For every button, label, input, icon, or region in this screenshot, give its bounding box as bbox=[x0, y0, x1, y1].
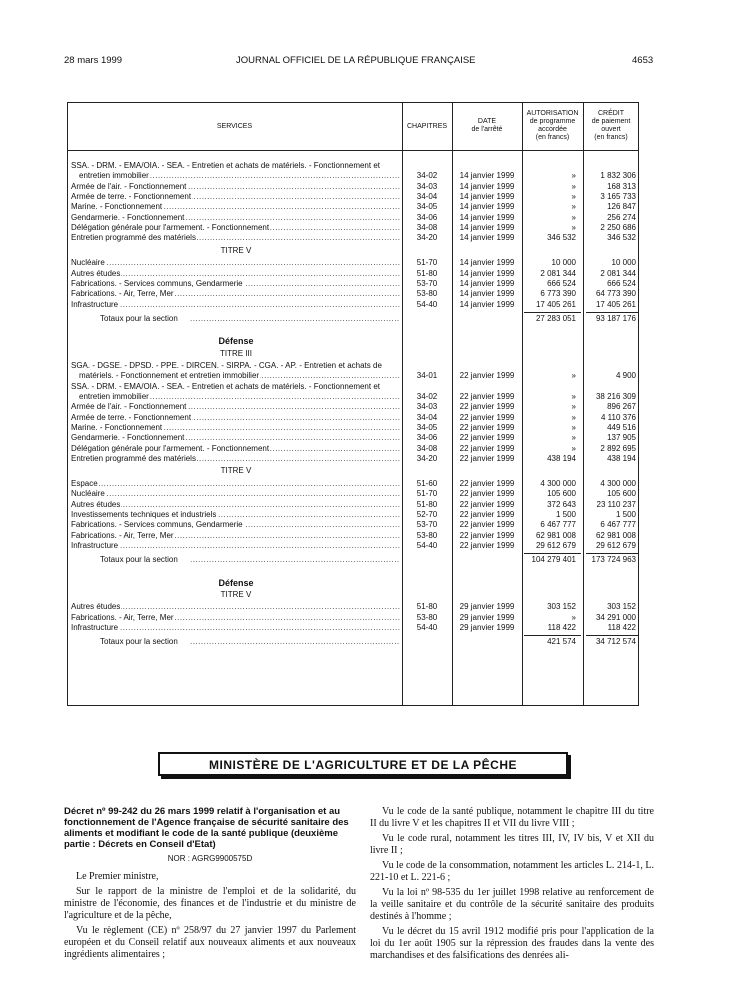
chapitre-cell: 34-08 bbox=[416, 223, 438, 233]
section-title-row bbox=[0, 349, 731, 359]
date-cell: 22 janvier 1999 bbox=[459, 371, 515, 381]
ministry-title: MINISTÈRE DE L'AGRICULTURE ET DE LA PÊCHE bbox=[208, 758, 518, 772]
date-cell: 29 janvier 1999 bbox=[459, 612, 515, 622]
date-cell: 14 janvier 1999 bbox=[459, 223, 515, 233]
decree-paragraph: Vu le code de la santé publique, notamment le chapitre III du titre II du livre V et les chapitres II et VII du livre VIII ; bbox=[370, 806, 654, 829]
table-row bbox=[0, 182, 731, 192]
service-text: Infrastructure bbox=[71, 623, 119, 632]
decree-paragraph: Sur le rapport de la ministre de l'emploi et de la solidarité, du ministre de l'économie, des finances et de l'industrie et du ministre de l'agriculture et de la pêche, bbox=[64, 886, 356, 921]
chapitre-cell: 34-04 bbox=[416, 412, 438, 422]
autorisation-value: 105 600 bbox=[547, 489, 576, 499]
credit-value: 38 216 309 bbox=[595, 392, 636, 401]
decree-paragraph: Vu le code rural, notamment les titres III, IV, IV bis, V et XII du livre II ; bbox=[370, 833, 654, 856]
service-text: Fabrications. - Services communs, Gendarmerie bbox=[71, 520, 243, 530]
col-header-date bbox=[452, 118, 522, 134]
autorisation-value: 303 152 bbox=[547, 602, 576, 612]
credit-value: 6 467 777 bbox=[600, 520, 636, 530]
autorisation-value: » bbox=[571, 443, 576, 453]
chapitre-cell: 34-04 bbox=[416, 192, 438, 202]
date-cell: 29 janvier 1999 bbox=[459, 623, 515, 632]
date-cell: 22 janvier 1999 bbox=[459, 392, 515, 401]
credit-value: 449 516 bbox=[607, 423, 636, 433]
credit-value: 3 165 733 bbox=[600, 192, 636, 202]
date-cell: 14 janvier 1999 bbox=[459, 171, 515, 181]
section-title-row bbox=[0, 466, 731, 476]
table-row bbox=[0, 392, 731, 402]
table-row bbox=[0, 382, 731, 392]
table-row bbox=[0, 613, 731, 623]
service-text: entretien immobilier bbox=[79, 392, 149, 401]
table-row bbox=[0, 479, 731, 489]
service-label bbox=[71, 258, 401, 268]
credit-value: 4 300 000 bbox=[600, 478, 636, 488]
service-text: Infrastructure bbox=[71, 540, 119, 550]
col-header-credit-line: (en francs) bbox=[594, 134, 628, 141]
total-label: Totaux pour la section bbox=[100, 637, 178, 647]
table-row bbox=[0, 423, 731, 433]
section-title: TITRE III bbox=[220, 348, 252, 358]
credit-value: 64 773 390 bbox=[595, 289, 636, 299]
autorisation-value: 666 524 bbox=[547, 278, 576, 288]
service-label bbox=[71, 161, 401, 171]
decree-title: Décret nº 99-242 du 26 mars 1999 relatif à l'organisation et au fonctionnement de l'Agence française de sécurité sanitaire des aliments et modifiant le code de la santé publique (deuxième partie : Décrets en Conseil d'Etat) bbox=[64, 806, 349, 850]
table-row bbox=[0, 520, 731, 530]
total-label: Totaux pour la section bbox=[100, 313, 178, 323]
total-row bbox=[0, 314, 731, 324]
credit-value: 4 110 376 bbox=[601, 412, 636, 422]
service-label bbox=[71, 413, 401, 423]
autorisation-value: » bbox=[571, 223, 576, 233]
service-text: Autres études bbox=[71, 602, 121, 612]
total-rule bbox=[524, 312, 581, 313]
service-label bbox=[71, 289, 401, 299]
service-text: SSA. - DRM. - EMA/OIA. - SEA. - Entretien et achats de matériels. - Fonctionnement et bbox=[71, 381, 380, 391]
credit-value: 438 194 bbox=[607, 454, 636, 464]
autorisation-value: » bbox=[571, 212, 576, 222]
credit-value: 4 900 bbox=[615, 371, 636, 381]
chapitre-cell: 34-20 bbox=[416, 233, 438, 243]
decree-paragraph: Vu le code de la consommation, notamment les articles L. 214-1, L. 221-10 et L. 221-6 ; bbox=[370, 860, 654, 883]
table-row bbox=[0, 402, 731, 412]
chapitre-cell: 34-01 bbox=[416, 371, 438, 381]
col-header-credit-line: de paiement bbox=[591, 118, 631, 125]
credit-value: 34 291 000 bbox=[595, 612, 636, 622]
service-text: Gendarmerie. - Fonctionnement bbox=[71, 433, 185, 443]
chapitre-cell: 34-02 bbox=[416, 171, 438, 181]
autorisation-value: 27 283 051 bbox=[535, 313, 576, 323]
autorisation-value: » bbox=[571, 612, 576, 622]
service-label bbox=[71, 279, 401, 289]
table-row bbox=[0, 161, 731, 171]
table-row bbox=[0, 444, 731, 454]
service-label bbox=[71, 520, 401, 530]
credit-value: 2 081 344 bbox=[600, 268, 636, 278]
chapitre-cell: 52-70 bbox=[416, 509, 438, 519]
service-text: Armée de terre. - Fonctionnement bbox=[71, 412, 192, 422]
credit-value: 896 267 bbox=[607, 402, 636, 412]
table-row bbox=[0, 602, 731, 612]
credit-value: 137 905 bbox=[607, 433, 636, 443]
total-rule bbox=[586, 635, 638, 636]
decree-left-column bbox=[64, 806, 356, 964]
service-text: SSA. - DRM. - EMA/OIA. - SEA. - Entretien et achats de matériels. - Fonctionnement et bbox=[71, 161, 380, 170]
autorisation-value: 438 194 bbox=[547, 454, 576, 464]
table-row bbox=[0, 454, 731, 464]
autorisation-value: 6 467 777 bbox=[540, 520, 576, 530]
chapitre-cell: 53-80 bbox=[416, 289, 438, 299]
date-cell: 22 janvier 1999 bbox=[459, 402, 515, 412]
chapitre-cell: 51-80 bbox=[416, 268, 438, 278]
chapitre-cell: 53-70 bbox=[416, 520, 438, 530]
service-text: matériels. - Fonctionnement et entretien immobilier bbox=[79, 371, 260, 381]
chapitre-cell: 34-06 bbox=[416, 433, 438, 443]
table-row bbox=[0, 371, 731, 381]
service-text: Fabrications. - Air, Terre, Mer bbox=[71, 530, 174, 540]
service-label bbox=[71, 613, 401, 623]
chapitre-cell: 53-70 bbox=[416, 278, 438, 288]
autorisation-value: 1 500 bbox=[555, 509, 576, 519]
service-text: Autres études bbox=[71, 268, 121, 278]
table-row bbox=[0, 213, 731, 223]
date-cell: 14 janvier 1999 bbox=[459, 299, 515, 309]
chapitre-cell: 34-05 bbox=[416, 202, 438, 212]
table-row bbox=[0, 171, 731, 181]
autorisation-value: 2 081 344 bbox=[540, 268, 576, 278]
autorisation-value: » bbox=[571, 371, 576, 381]
chapitre-cell: 34-06 bbox=[416, 212, 438, 222]
table-row bbox=[0, 192, 731, 202]
credit-value: 23 110 237 bbox=[596, 499, 636, 509]
service-label bbox=[71, 192, 401, 202]
service-label bbox=[71, 531, 401, 541]
service-label bbox=[71, 202, 401, 212]
service-text: Marine. - Fonctionnement bbox=[71, 202, 163, 212]
service-label bbox=[71, 541, 401, 551]
table-row bbox=[0, 300, 731, 310]
table-row bbox=[0, 289, 731, 299]
chapitre-cell: 34-08 bbox=[416, 443, 438, 453]
service-label bbox=[71, 510, 401, 520]
date-cell: 14 janvier 1999 bbox=[459, 278, 515, 288]
chapitre-cell: 53-80 bbox=[416, 612, 438, 622]
service-text: Fabrications. - Air, Terre, Mer bbox=[71, 612, 174, 622]
credit-value: 346 532 bbox=[607, 233, 636, 243]
total-row bbox=[0, 555, 731, 565]
autorisation-value: » bbox=[571, 392, 576, 401]
decree-paragraph: Vu le règlement (CE) nº 258/97 du 27 janvier 1997 du Parlement européen et du Conseil relatif aux nouveaux aliments et aux nouveaux ingrédients alimentaires ; bbox=[64, 925, 356, 960]
date-cell: 14 janvier 1999 bbox=[459, 212, 515, 222]
service-label bbox=[71, 223, 401, 233]
service-text: Armée de l'air. - Fonctionnement bbox=[71, 402, 187, 412]
service-label bbox=[79, 171, 401, 181]
section-title: TITRE V bbox=[220, 245, 252, 255]
autorisation-value: » bbox=[571, 423, 576, 433]
autorisation-value: 421 574 bbox=[547, 637, 576, 647]
autorisation-value: 17 405 261 bbox=[535, 299, 576, 309]
service-label bbox=[71, 213, 401, 223]
service-text: SGA. - DGSE. - DPSD. - PPE. - DIRCEN. - SIRPA. - CGA. - AP. - Entretien et achats de bbox=[71, 360, 382, 370]
credit-value: 173 724 963 bbox=[591, 555, 636, 565]
autorisation-value: » bbox=[571, 412, 576, 422]
service-label bbox=[71, 623, 401, 633]
autorisation-value: 104 279 401 bbox=[531, 555, 576, 565]
date-cell: 22 janvier 1999 bbox=[459, 423, 515, 433]
credit-value: 126 847 bbox=[607, 202, 636, 212]
section-heading-row bbox=[0, 336, 731, 346]
credit-value: 1 832 306 bbox=[600, 171, 636, 181]
date-cell: 29 janvier 1999 bbox=[459, 602, 515, 612]
credit-value: 17 405 261 bbox=[595, 299, 636, 309]
date-cell: 22 janvier 1999 bbox=[459, 443, 515, 453]
table-row bbox=[0, 269, 731, 279]
autorisation-value: » bbox=[571, 433, 576, 443]
service-label bbox=[71, 423, 401, 433]
total-rule bbox=[524, 553, 581, 554]
credit-value: 666 524 bbox=[607, 278, 636, 288]
total-label: Totaux pour la section bbox=[100, 555, 178, 565]
service-text: Délégation générale pour l'armement. - Fonctionnement bbox=[71, 223, 270, 233]
chapitre-cell: 34-20 bbox=[416, 454, 438, 464]
service-label bbox=[71, 500, 401, 510]
credit-value: 62 981 008 bbox=[595, 530, 636, 540]
credit-value: 93 187 176 bbox=[595, 313, 636, 323]
chapitre-cell: 51-70 bbox=[416, 258, 438, 268]
decree-paragraph: Vu le décret du 15 avril 1912 modifié pris pour l'application de la loi du 1er août 1905 sur la répression des fraudes dans la vente des marchandises et des falsifications des denrées ali- bbox=[370, 926, 654, 961]
autorisation-value: 10 000 bbox=[551, 258, 576, 268]
chapitre-cell: 51-80 bbox=[416, 602, 438, 612]
chapitre-cell: 53-80 bbox=[416, 530, 438, 540]
chapitre-cell: 54-40 bbox=[416, 540, 438, 550]
col-header-autorisation-line: AUTORISATION bbox=[526, 110, 579, 117]
date-cell: 14 janvier 1999 bbox=[459, 268, 515, 278]
credit-value: 105 600 bbox=[607, 489, 636, 499]
credit-value: 10 000 bbox=[611, 258, 636, 268]
autorisation-value: » bbox=[571, 192, 576, 202]
chapitre-cell: 34-05 bbox=[416, 423, 438, 433]
section-title-row bbox=[0, 246, 731, 256]
date-cell: 22 janvier 1999 bbox=[459, 454, 515, 464]
date-cell: 22 janvier 1999 bbox=[459, 412, 515, 422]
section-title: TITRE V bbox=[220, 589, 252, 599]
autorisation-value: 62 981 008 bbox=[535, 530, 576, 540]
service-label bbox=[71, 233, 401, 243]
date-cell: 14 janvier 1999 bbox=[459, 258, 515, 268]
autorisation-value: 6 773 390 bbox=[540, 289, 576, 299]
date-cell: 14 janvier 1999 bbox=[459, 233, 515, 243]
service-label bbox=[71, 602, 401, 612]
table-row bbox=[0, 361, 731, 371]
service-text: Nucléaire bbox=[71, 258, 105, 268]
service-text: entretien immobilier bbox=[79, 171, 149, 181]
credit-value: 2 892 695 bbox=[600, 443, 636, 453]
decree-paragraph: Vu la loi nº 98-535 du 1er juillet 1998 relative au renforcement de la veille sanitaire et du contrôle de la sécurité sanitaire des produits destinés à l'homme ; bbox=[370, 887, 654, 922]
date-cell: 22 janvier 1999 bbox=[459, 489, 515, 499]
service-label bbox=[71, 479, 401, 489]
col-header-services: SERVICES bbox=[216, 123, 253, 130]
chapitre-cell: 54-40 bbox=[416, 299, 438, 309]
service-text: Entretien programmé des matériels bbox=[71, 233, 196, 243]
date-cell: 22 janvier 1999 bbox=[459, 530, 515, 540]
service-label bbox=[71, 182, 401, 192]
table-row bbox=[0, 223, 731, 233]
date-cell: 14 janvier 1999 bbox=[459, 192, 515, 202]
total-rule bbox=[586, 553, 638, 554]
header-journal: JOURNAL OFFICIEL DE LA RÉPUBLIQUE FRANÇAISE bbox=[236, 55, 476, 66]
table-row bbox=[0, 623, 731, 633]
table-row bbox=[0, 433, 731, 443]
col-header-autorisation-line: de programme bbox=[529, 118, 576, 125]
col-header-autorisation-line: accordée bbox=[538, 126, 567, 133]
service-text: Marine. - Fonctionnement bbox=[71, 423, 163, 433]
date-cell: 14 janvier 1999 bbox=[459, 289, 515, 299]
ministry-banner bbox=[158, 752, 568, 776]
service-label bbox=[71, 433, 401, 443]
date-cell: 14 janvier 1999 bbox=[459, 181, 515, 191]
date-cell: 14 janvier 1999 bbox=[459, 202, 515, 212]
credit-value: 2 250 686 bbox=[600, 223, 636, 233]
date-cell: 22 janvier 1999 bbox=[459, 433, 515, 443]
decree-right-column bbox=[370, 806, 654, 965]
col-header-chapitres: CHAPITRES bbox=[406, 123, 448, 130]
total-rule bbox=[524, 635, 581, 636]
autorisation-value: 29 612 679 bbox=[535, 540, 576, 550]
credit-value: 256 274 bbox=[607, 212, 636, 222]
autorisation-value: » bbox=[571, 402, 576, 412]
service-text: Armée de l'air. - Fonctionnement bbox=[71, 181, 187, 191]
service-label bbox=[71, 489, 401, 499]
credit-value: 29 612 679 bbox=[595, 540, 636, 550]
autorisation-value: 118 422 bbox=[547, 623, 576, 632]
table-row bbox=[0, 541, 731, 551]
section-heading-row bbox=[0, 578, 731, 588]
decree-paragraph: Le Premier ministre, bbox=[76, 871, 159, 882]
table-row bbox=[0, 233, 731, 243]
service-text: Délégation générale pour l'armement. - Fonctionnement bbox=[71, 443, 270, 453]
table-row bbox=[0, 510, 731, 520]
credit-value: 34 712 574 bbox=[595, 637, 636, 647]
service-label bbox=[71, 269, 401, 279]
service-text: Fabrications. - Services communs, Gendarmerie bbox=[71, 278, 243, 288]
total-row bbox=[0, 637, 731, 647]
service-text: Fabrications. - Air, Terre, Mer bbox=[71, 289, 174, 299]
service-label bbox=[71, 454, 401, 464]
col-header-autorisation bbox=[522, 110, 583, 142]
table-row bbox=[0, 531, 731, 541]
service-label bbox=[79, 392, 401, 402]
credit-value: 1 500 bbox=[615, 509, 636, 519]
service-label bbox=[71, 361, 401, 371]
service-label bbox=[71, 382, 401, 392]
header-page-number: 4653 bbox=[632, 55, 654, 66]
chapitre-cell: 51-80 bbox=[416, 499, 438, 509]
table-row bbox=[0, 500, 731, 510]
chapitre-cell: 51-70 bbox=[416, 489, 438, 499]
section-title: TITRE V bbox=[220, 466, 252, 476]
service-text: Autres études bbox=[71, 499, 121, 509]
service-text: Investissements techniques et industriels bbox=[71, 509, 217, 519]
table-row bbox=[0, 489, 731, 499]
autorisation-value: 346 532 bbox=[547, 233, 576, 243]
decree-nor: NOR : AGRG9900575D bbox=[167, 854, 253, 863]
autorisation-value: » bbox=[571, 171, 576, 181]
chapitre-cell: 34-03 bbox=[416, 181, 438, 191]
service-text: Espace bbox=[71, 478, 98, 488]
service-label bbox=[71, 444, 401, 454]
autorisation-value: 4 300 000 bbox=[540, 478, 576, 488]
date-cell: 22 janvier 1999 bbox=[459, 540, 515, 550]
service-label bbox=[79, 371, 401, 381]
col-header-credit-line: ouvert bbox=[601, 126, 621, 133]
col-header-credit-line: CRÉDIT bbox=[597, 110, 625, 117]
autorisation-value: » bbox=[571, 181, 576, 191]
date-cell: 22 janvier 1999 bbox=[459, 520, 515, 530]
header-divider bbox=[67, 150, 639, 151]
credit-value: 168 313 bbox=[607, 181, 636, 191]
chapitre-cell: 34-02 bbox=[416, 392, 438, 401]
table-row bbox=[0, 279, 731, 289]
date-cell: 22 janvier 1999 bbox=[459, 509, 515, 519]
table-row bbox=[0, 202, 731, 212]
col-header-autorisation-line: (en francs) bbox=[535, 134, 570, 141]
service-text: Gendarmerie. - Fonctionnement bbox=[71, 212, 185, 222]
col-header-credit bbox=[583, 110, 639, 142]
chapitre-cell: 51-60 bbox=[416, 478, 438, 488]
col-header-date-line: de l'arrêté bbox=[471, 126, 503, 133]
date-cell: 22 janvier 1999 bbox=[459, 478, 515, 488]
service-label bbox=[71, 402, 401, 412]
chapitre-cell: 34-03 bbox=[416, 402, 438, 412]
service-text: Armée de terre. - Fonctionnement bbox=[71, 192, 192, 202]
credit-value: 118 422 bbox=[607, 623, 636, 632]
autorisation-value: 372 643 bbox=[547, 499, 576, 509]
service-label bbox=[71, 300, 401, 310]
table-row bbox=[0, 413, 731, 423]
section-heading: Défense bbox=[218, 577, 254, 588]
chapitre-cell: 54-40 bbox=[416, 623, 438, 632]
autorisation-value: » bbox=[571, 202, 576, 212]
header-date: 28 mars 1999 bbox=[64, 55, 123, 66]
table-row bbox=[0, 258, 731, 268]
section-title-row bbox=[0, 590, 731, 600]
total-rule bbox=[586, 312, 638, 313]
credit-value: 303 152 bbox=[607, 602, 636, 612]
date-cell: 22 janvier 1999 bbox=[459, 499, 515, 509]
service-text: Nucléaire bbox=[71, 489, 105, 499]
service-text: Infrastructure bbox=[71, 299, 119, 309]
service-text: Entretien programmé des matériels bbox=[71, 454, 196, 464]
col-header-date-line: DATE bbox=[477, 118, 497, 125]
section-heading: Défense bbox=[218, 336, 254, 347]
